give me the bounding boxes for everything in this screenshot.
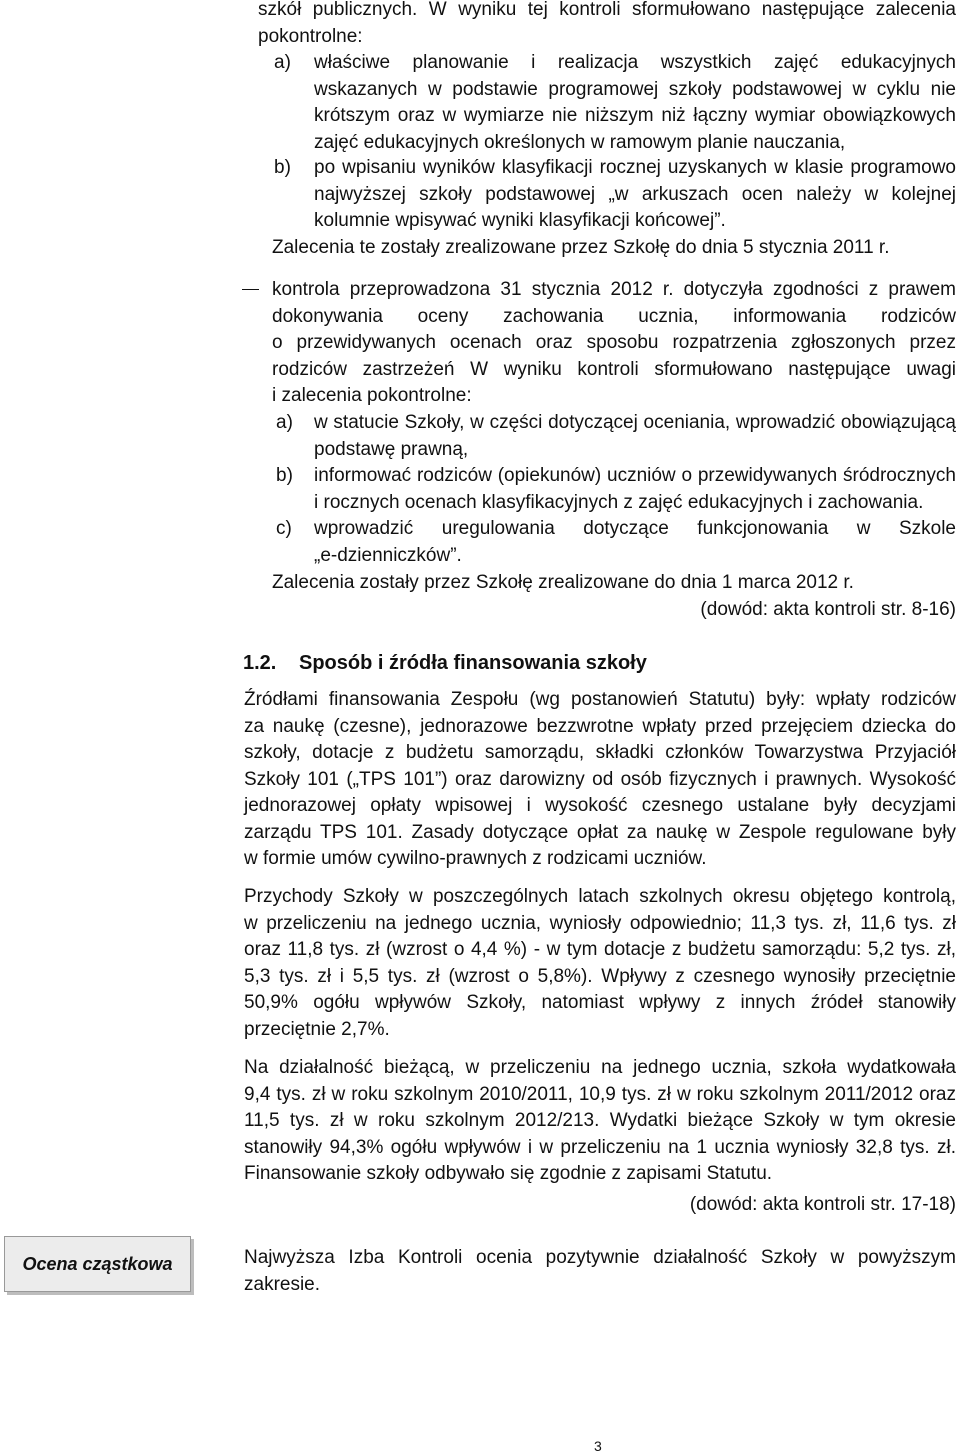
- block2-conclusion: Zalecenia zostały przez Szkołę zrealizowane do dnia 1 marca 2012 r.: [272, 572, 854, 593]
- block1-conclusion: Zalecenia te zostały zrealizowane przez Szkołę do dnia 5 stycznia 2011 r.: [272, 237, 890, 258]
- text-line: Najwyższa Izba Kontroli ocenia pozytywnie działalność Szkoły w powyższym: [244, 1247, 956, 1268]
- item-label: a): [274, 52, 291, 73]
- text-line: w formie umów cywilno-prawnych z rodzicami uczniów.: [244, 848, 707, 869]
- text-line: krótszym oraz w wymiarze nie niższym niż łączny wymiar obowiązkowych: [314, 105, 956, 126]
- text-line: 9,4 tys. zł w roku szkolnym 2010/2011, 10,9 tys. zł w roku szkolnym 2011/2012 oraz: [244, 1083, 956, 1105]
- text-line: jednorazowej opłaty wpisowej i wysokość czesnego ustalane były decyzjami: [244, 795, 956, 816]
- text-line: wprowadzić uregulowania dotyczące funkcjonowania w Szkole: [314, 518, 956, 539]
- text-line: szkoły, dotacje z budżetu samorządu, składki członków Towarzystwa Przyjaciół: [244, 742, 956, 763]
- paragraph-2: [244, 884, 956, 1043]
- text-line: Finansowanie szkoły odbywało się zgodnie z zapisami Statutu.: [244, 1163, 773, 1184]
- evidence-note-2: (dowód: akta kontroli str. 17-18): [689, 1194, 956, 1215]
- text-line: i rocznych ocenach klasyfikacyjnych z zajęć edukacyjnych i zachowania.: [314, 491, 924, 513]
- assessment-label-box: [4, 1236, 191, 1292]
- item-label: a): [276, 412, 293, 433]
- item-label: b): [274, 157, 291, 178]
- text-line: dokonywania oceny zachowania ucznia, informowania rodziców: [272, 305, 956, 327]
- text-line: po wpisaniu wyników klasyfikacji rocznej uzyskanych w klasie programowo: [314, 157, 956, 178]
- item-label: b): [276, 465, 293, 486]
- block2-item-c: [314, 516, 956, 569]
- text-line: Źródłami finansowania Zespołu (wg postanowień Statutu) były: wpłaty rodziców: [244, 689, 956, 710]
- page-number: 3: [594, 1438, 602, 1454]
- text-line: Na działalność bieżącą, w przeliczeniu na jednego ucznia, szkoła wydatkowała: [244, 1057, 956, 1078]
- paragraph-1: [244, 687, 956, 873]
- text-line: właściwe planowanie i realizacja wszystkich zajęć edukacyjnych: [314, 52, 956, 73]
- text-line: Przychody Szkoły w poszczególnych latach szkolnych okresu objętego kontrolą,: [244, 886, 956, 907]
- block2-item-a: [314, 410, 956, 463]
- text-line: o przewidywanych ocenach oraz sposobu rozpatrzenia zgłoszonych przez: [272, 332, 956, 353]
- block2-item-b: [314, 463, 956, 516]
- text-line: za naukę (czesne), jednorazowe bezzwrotne wpłaty przed przejęciem dziecka do: [244, 715, 956, 737]
- block1-item-b: [314, 155, 956, 235]
- text-line: wskazanych w podstawie programowej szkoły podstawowej w cyklu nie: [314, 78, 956, 100]
- text-line: kontrola przeprowadzona 31 stycznia 2012 r. dotyczyła zgodności z prawem: [272, 279, 956, 300]
- text-line: oraz 11,8 tys. zł (wzrost o 4,4 %) - w tym dotacje z budżetu samorządu: 5,2 tys. zł,: [244, 939, 956, 960]
- text-line: 5,3 tys. zł i 5,5 tys. zł (wzrost o 5,8%). Wpływy z czesnego wynosiły przeciętnie: [244, 965, 956, 987]
- item-label: c): [276, 518, 292, 539]
- text-line: stanowiły 94,3% ogółu wpływów i w przeliczeniu na 1 ucznia wyniosły 32,8 tys. zł.: [244, 1136, 956, 1158]
- text-line: w statucie Szkoły, w części dotyczącej oceniania, wprowadzić obowiązującą: [314, 412, 956, 433]
- text-line: Szkoły 101 („TPS 101”) oraz darowizny od osób fizycznych i prawnych. Wysokość: [244, 768, 956, 790]
- dash-bullet-icon: [242, 289, 259, 290]
- block1-item-a: [314, 50, 956, 156]
- assessment-text: [244, 1245, 956, 1298]
- text-line: pokontrolne:: [258, 25, 363, 47]
- text-line: w przeliczeniu na jednego ucznia, wyniosły odpowiednio; 11,3 tys. zł, 11,6 tys. zł: [244, 912, 956, 934]
- text-line: szkół publicznych. W wyniku tej kontroli sformułowano następujące zalecenia: [258, 0, 956, 20]
- text-line: kolumnie wpisywać wyniki klasyfikacji końcowej”.: [314, 210, 726, 231]
- text-line: zajęć edukacyjnych określonych w ramowym planie nauczania,: [314, 131, 846, 153]
- text-line: podstawę prawną,: [314, 438, 469, 460]
- section-number: 1.2.: [243, 652, 277, 674]
- text-line: i zalecenia pokontrolne:: [272, 385, 472, 406]
- evidence-note: (dowód: akta kontroli str. 8-16): [700, 599, 956, 620]
- block2-intro: [272, 277, 956, 410]
- text-line: rodziców zastrzeżeń W wyniku kontroli sformułowano następujące uwagi: [272, 358, 956, 380]
- text-line: zakresie.: [244, 1273, 321, 1295]
- block1-intro: [258, 0, 956, 50]
- text-line: informować rodziców (opiekunów) uczniów o przewidywanych śródrocznych: [314, 465, 956, 486]
- text-line: 11,5 tys. zł w roku szkolnym 2012/213. Wydatki bieżące Szkoły w tym okresie: [244, 1110, 956, 1131]
- assessment-label: Ocena cząstkowa: [22, 1253, 173, 1274]
- text-line: najwyższej szkoły podstawowej „w arkuszach ocen należy w kolejnej: [314, 183, 956, 205]
- section-title: Sposób i źródła finansowania szkoły: [299, 652, 647, 674]
- text-line: przeciętnie 2,7%.: [244, 1018, 390, 1040]
- text-line: „e-dzienniczków”.: [314, 544, 462, 566]
- text-line: zarządu TPS 101. Zasady dotyczące opłat za naukę w Zespole regulowane były: [244, 821, 956, 843]
- paragraph-3: [244, 1055, 956, 1188]
- text-line: 50,9% ogółu wpływów Szkoły, natomiast wpływy z innych źródeł stanowiły: [244, 992, 956, 1013]
